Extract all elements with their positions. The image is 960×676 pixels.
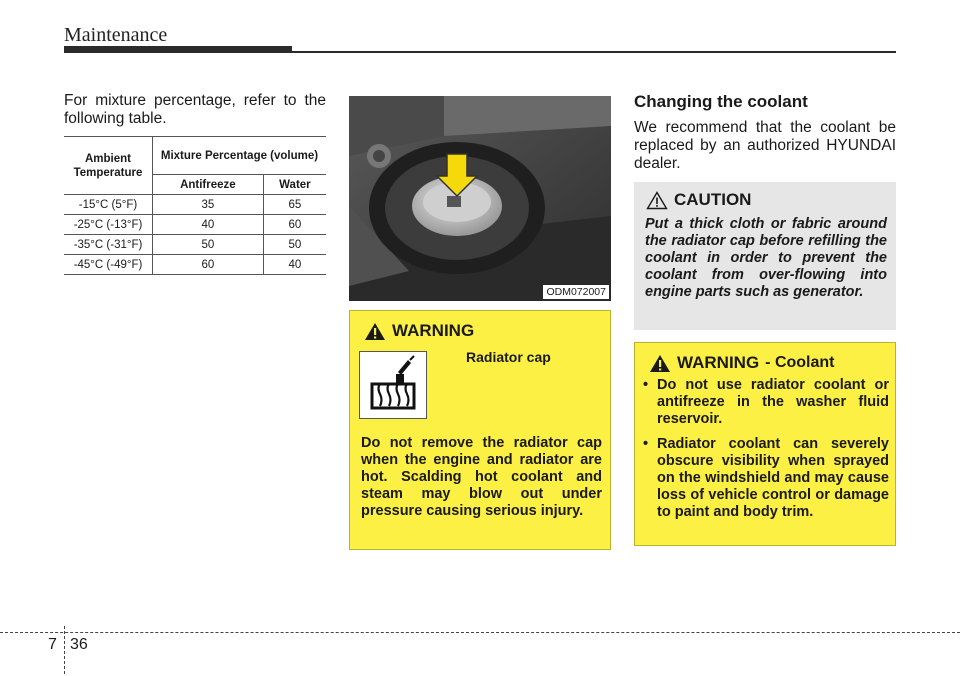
warning2-list: [643, 377, 889, 529]
cell-temp: -25°C (-13°F): [64, 215, 153, 235]
bullet-icon: •: [643, 436, 649, 452]
header-title: Maintenance: [64, 24, 168, 46]
warning-subtitle: Radiator cap: [466, 349, 551, 365]
cell-antifreeze: 60: [153, 255, 264, 275]
table-row: [64, 255, 326, 275]
bullet-icon: •: [643, 377, 649, 393]
cell-water: 60: [263, 215, 326, 235]
col-water: Water: [263, 175, 326, 195]
table-row: [64, 235, 326, 255]
table-row: [64, 195, 326, 215]
list-item: • Do not use radiator coolant or antifreeze in the washer fluid reservoir.: [643, 377, 889, 427]
cell-water: 50: [263, 235, 326, 255]
warning-text: Do not remove the radiator cap when the engine and radiator are hot. Scalding hot coolant and steam may blow out under pressure causing serious injury.: [361, 435, 602, 519]
cell-antifreeze: 35: [153, 195, 264, 215]
caution-text: Put a thick cloth or fabric around the radiator cap before refilling the coolant in order to prevent the coolant from over-flowing into engine parts such as generator.: [645, 216, 887, 300]
warning2-title-suffix: - Coolant: [765, 354, 835, 371]
list-item: • Radiator coolant can severely obscure visibility when sprayed on the windshield and may cause loss of vehicle control or damage to paint and body trim.: [643, 436, 889, 520]
warning-radiator-cap: [349, 310, 611, 550]
footer-divider: [64, 626, 65, 674]
caution-box: [634, 182, 896, 330]
page-number: 36: [70, 636, 88, 653]
warning-title: WARNING: [392, 321, 475, 340]
warning-triangle-icon: [649, 354, 671, 373]
cell-temp: -45°C (-49°F): [64, 255, 153, 275]
col-mixture: Mixture Percentage (volume): [153, 137, 327, 175]
warning2-title: WARNING: [677, 353, 760, 372]
hot-coolant-warning-icon: [359, 351, 427, 419]
chapter-number: 7: [48, 636, 57, 653]
cell-antifreeze: 40: [153, 215, 264, 235]
caution-triangle-icon: [646, 191, 668, 210]
col-antifreeze: Antifreeze: [153, 175, 264, 195]
cell-temp: -15°C (5°F): [64, 195, 153, 215]
warning-coolant: [634, 342, 896, 546]
intro-text: For mixture percentage, refer to the following table.: [64, 92, 326, 127]
table-row: [64, 215, 326, 235]
cell-water: 65: [263, 195, 326, 215]
header-bar: [64, 46, 292, 53]
radiator-cap-illustration: [349, 96, 611, 301]
changing-title: Changing the coolant: [634, 92, 808, 111]
changing-text: We recommend that the coolant be replaced by an authorized HYUNDAI dealer.: [634, 119, 896, 172]
footer-rule: [0, 632, 960, 633]
cell-temp: -35°C (-31°F): [64, 235, 153, 255]
col-ambient: Ambient Temperature: [64, 137, 153, 195]
warning-triangle-icon: [364, 322, 386, 341]
radiator-cap-photo: [349, 96, 611, 301]
header-rule: [292, 51, 896, 53]
cell-water: 40: [263, 255, 326, 275]
photo-code: ODM072007: [543, 285, 609, 299]
mixture-table: [64, 136, 326, 275]
cell-antifreeze: 50: [153, 235, 264, 255]
caution-title: CAUTION: [674, 190, 752, 209]
